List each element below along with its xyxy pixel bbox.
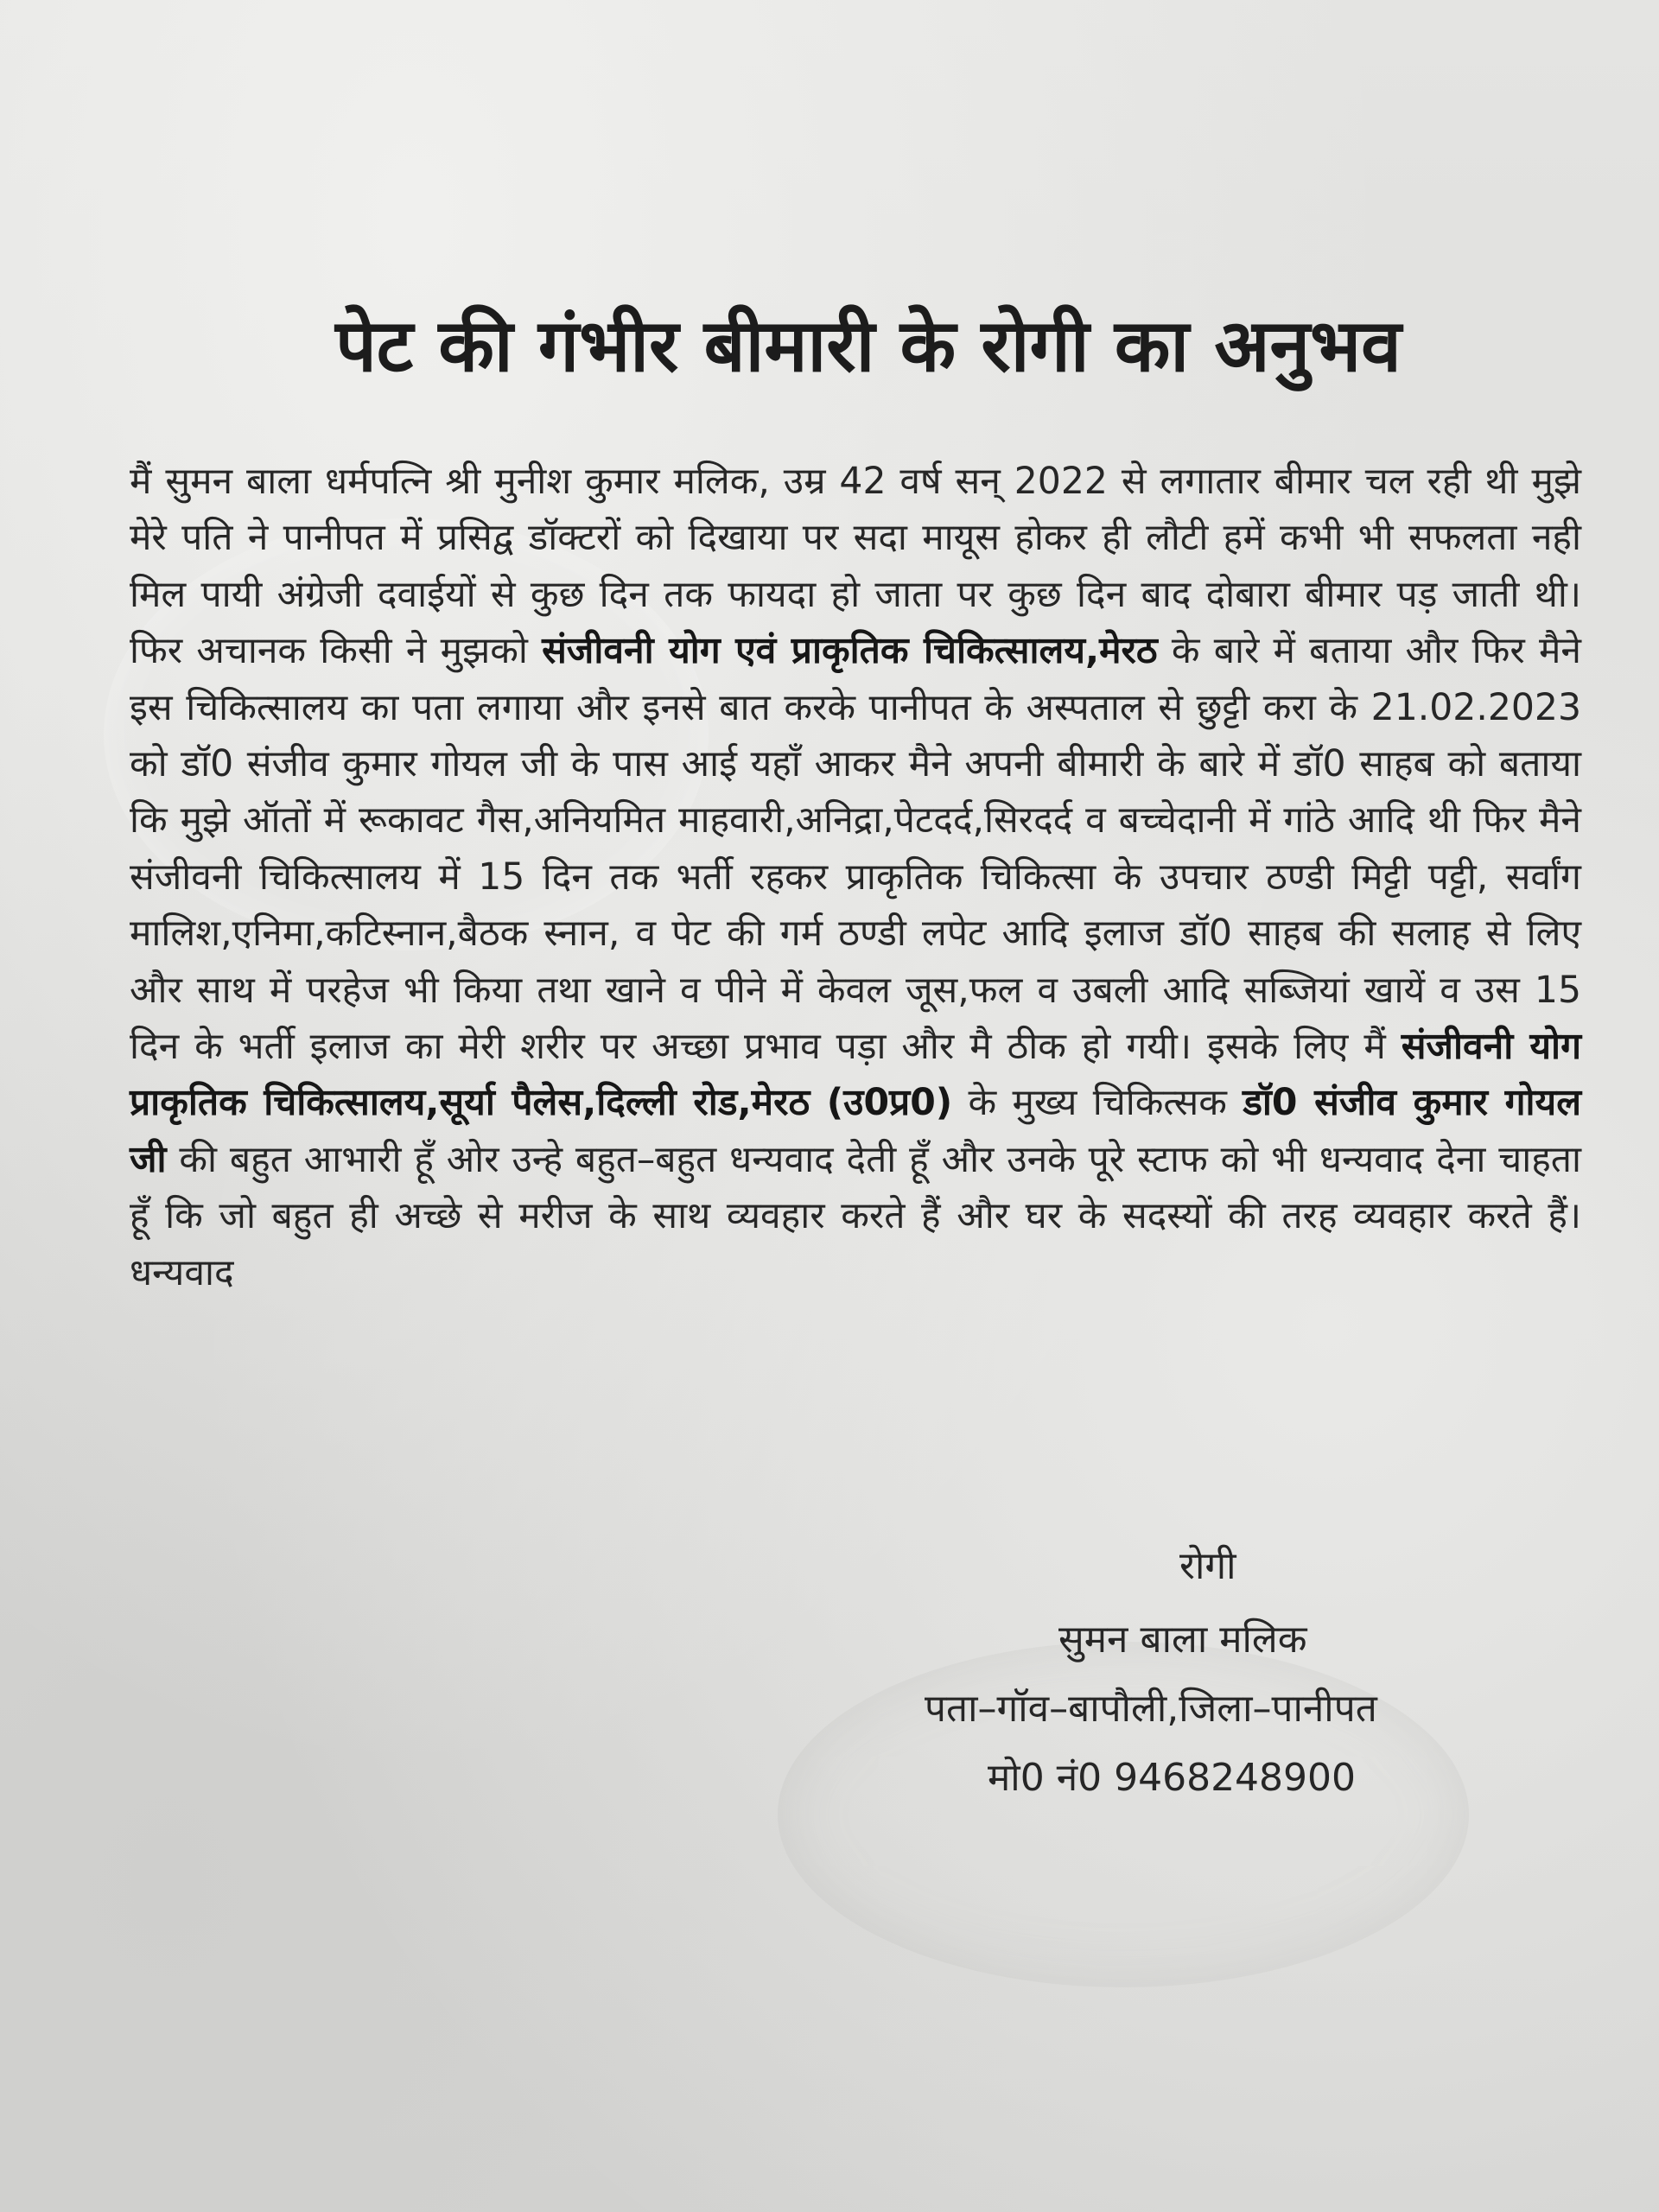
body-text-segment: के मुख्य चिकित्सक [968,1082,1227,1125]
clinic-address-bold: संजीवनी योग प्राकृतिक चिकित्सालय,सूर्या पैलेस,दिल्ली रोड,मेरठ (उ0प्र0) [130,1026,1581,1125]
clinic-name-bold: संजीवनी योग एवं प्राकृतिक चिकित्सालय,मेरठ [542,630,1158,673]
signature-address: पता–गॉव–बापौली,जिला–पानीपत [925,1687,1377,1731]
body-text-segment: के बारे में बताया और फिर मैने इस चिकित्सालय का पता लगाया और इनसे बात करके पानीपत के अस्पताल से छुट्टी करा के 21.02.2023 को डॉ0 संजीव कुमार गोयल जी के पास आई यहाँ आकर मैने अपनी बीमारी के बारे में डॉ0 साहब को बताया कि मुझे ऑतों में रूकावट गैस,अनियमित माहवारी,अनिद्रा,पेटदर्द,सिरदर्द व बच्चेदानी में गांठे आदि थी फिर मैने संजीवनी चिकित्सालय में 15 दिन तक भर्ती रहकर प्राकृतिक चिकित्सा के उपचार ठण्डी मिट्टी पट्टी, सर्वांग मालिश,एनिमा,कटिस्नान,बैठक स्नान, व पेट की गर्म ठण्डी लपेट आदि इलाज डॉ0 साहब की सलाह से लिए और साथ में परहेज भी किया तथा खाने व पीने में केवल जूस,फल व उबली आदि सब्जियां खायें व उस 15 दिन के भर्ती इलाज का मेरी शरीर पर अच्छा प्रभाव पड़ा और मै ठीक हो गयी। इसके लिए मैं [130,630,1581,1069]
body-text-segment: मैं सुमन बाला धर्मपत्नि श्री मुनीश कुमार मलिक, उम्र 42 वर्ष सन् 2022 से लगातार बीमार चल रही थी मुझे मेरे पति ने पानीपत में प्रसिद्व डॉक्टरों को दिखाया पर सदा मायूस होकर ही लौटी हमें कभी भी सफलता नही मिल पायी अंग्रेजी दवाईयों से कुछ दिन तक फायदा हो जाता पर कुछ दिन बाद दोबारा बीमार पड़ जाती थी। फिर अचानक किसी ने मुझको [130,461,1581,673]
signature-name: सुमन बाला मलिक [1058,1618,1307,1662]
signature-mobile: मो0 नं0 9468248900 [988,1756,1357,1800]
document-body [130,454,1581,1301]
document-title: पेट की गंभीर बीमारी के रोगी का अनुभव [335,303,1402,388]
doctor-name-bold: डॉ0 संजीव कुमार गोयल जी [130,1082,1582,1181]
body-text-segment: की बहुत आभारी हूँ ओर उन्हे बहुत–बहुत धन्यवाद देती हूँ और उनके पूरे स्टाफ को भी धन्यवाद देना चाहता हूँ कि जो बहुत ही अच्छे से मरीज के साथ व्यवहार करते हैं और घर के सदस्यों की तरह व्यवहार करते हैं। धन्यवाद [130,1138,1582,1294]
signature-role: रोगी [1179,1544,1236,1588]
